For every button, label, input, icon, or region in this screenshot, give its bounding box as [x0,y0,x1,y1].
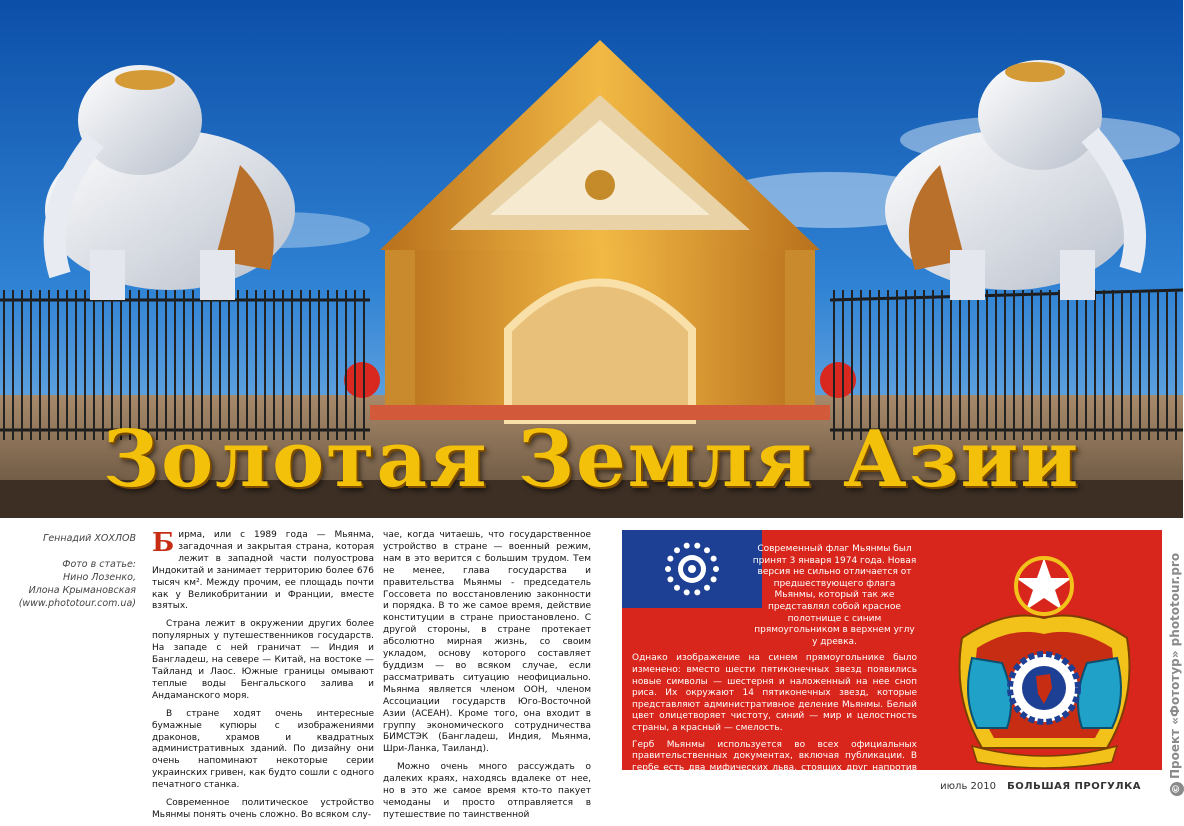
article-credits [18,532,136,610]
article-paragraph: чае, когда читаешь, что государственное устройство в стране — военный режим, нам в это верится с большим трудом. Тем не менее, глава государства и правительства Мьянмы - председатель Госсовета по восстановлению законности и порядка. В то же самое время, действие конституции в стране приостановлено. С другой стороны, в стране протекает абсолютно мирная жизнь, со своим укладом, основу которого составляет буддизм — во всяком случае, если рассматривать ситуацию неофициально. Мьянма является членом ООН, членом Ассоциации государств Юго-Восточной Азии (АСЕАН). Кроме того, она входит в группу экономического сотрудничества БИМСТЭК (Бангладеш, Индия, Мьянма, Шри-Ланка, Таиланд). [383,530,591,755]
watermark-text: Проект «Фототур» phototour.pro [1168,552,1182,779]
article-paragraph: Можно очень много рассуждать о далеких краях, находясь вдалеке от нее, но в это же самое время кто-то пакует чемоданы и просто отправляется в путешествие по таинственной [383,762,591,820]
drop-cap: Б [152,528,175,558]
article-column-2 [383,530,591,820]
author-name: Геннадий ХОХЛОВ [43,533,136,544]
page-footer [940,781,1141,792]
article-paragraph: Современное политическое устройство Мьянмы понять очень сложно. Во всяком слу- [152,798,374,820]
magazine-name: БОЛЬШАЯ ПРОГУЛКА [1007,781,1141,792]
flag-paragraph: Однако изображение на синем прямоугольнике было изменено: вместо шести пятиконечных звезд появились новые символы — шестерня и наложенный на нее сноп риса. Их окружают 14 пятиконечных звезд, которые представляют административное деление Мьянмы. Белый цвет олицетворяет чистоту, синий — мир и целостность страны, а красный — смелость. [632,653,917,733]
myanmar-emblem-icon [932,548,1157,770]
page-title: Золотая Земля Азии [102,414,1081,505]
watermark [1168,553,1184,796]
flag-paragraph: Современный флаг Мьянмы был принят 3 января 1974 года. Новая версия не сильно отличается от предшествующего флага Мьянмы, который так же представлял собой красное полотнище с синим прямоугольником в верхнем углу у древка. [752,544,917,647]
photo-credit-site: (www.phototour.com.ua) [18,598,136,609]
photo-credit-name: Нино Лозенко, [63,572,136,583]
article-paragraph: Страна лежит в окружении других более популярных у путешественников государств. На западе с ней граничат — Индия и Бангладеш, на севере — Китай, на востоке — Тайланд и Лаос. Южные границы омывают теплые воды Бенгальского залива и Андаманского моря. [152,619,374,701]
photo-credit-name: Илона Крымановская [28,585,136,596]
photo-credit-label: Фото в статье: [62,559,136,570]
article-paragraph: В стране ходят очень интересные бумажные купюры с изображениями драконов, храмов и квадратных административных зданий. По дизайну они очень напоминают некоторые серии украинских гривен, как будто сошли с одного печатного станка. [152,708,374,791]
article-column-1 [152,528,374,820]
flag-box-text [632,544,917,826]
copyright-icon: © [1171,784,1182,794]
flag-paragraph: Герб Мьянмы используется во всех официальных правительственных документах, включая публикации. В гербе есть два мифических льва, стоящих друг напротив друга, и в его центре схематическая карта Бирмы, размещенная на зубчатым колесе. Герб окружен в соответствии с традиционными бирманскими обычаями цветочным дизайном и звездой в ее вершине. [632,739,917,820]
issue-date: июль 2010 [940,781,996,792]
article-paragraph: Бирма, или с 1989 года — Мьянма, загадочная и закрытая страна, которая лежит в западной части полуострова Индокитай и занимает территорию более 676 тысяч км². Между прочим, ее площадь почти как у Великобритании и Франции, вместе взятых. [152,528,374,612]
